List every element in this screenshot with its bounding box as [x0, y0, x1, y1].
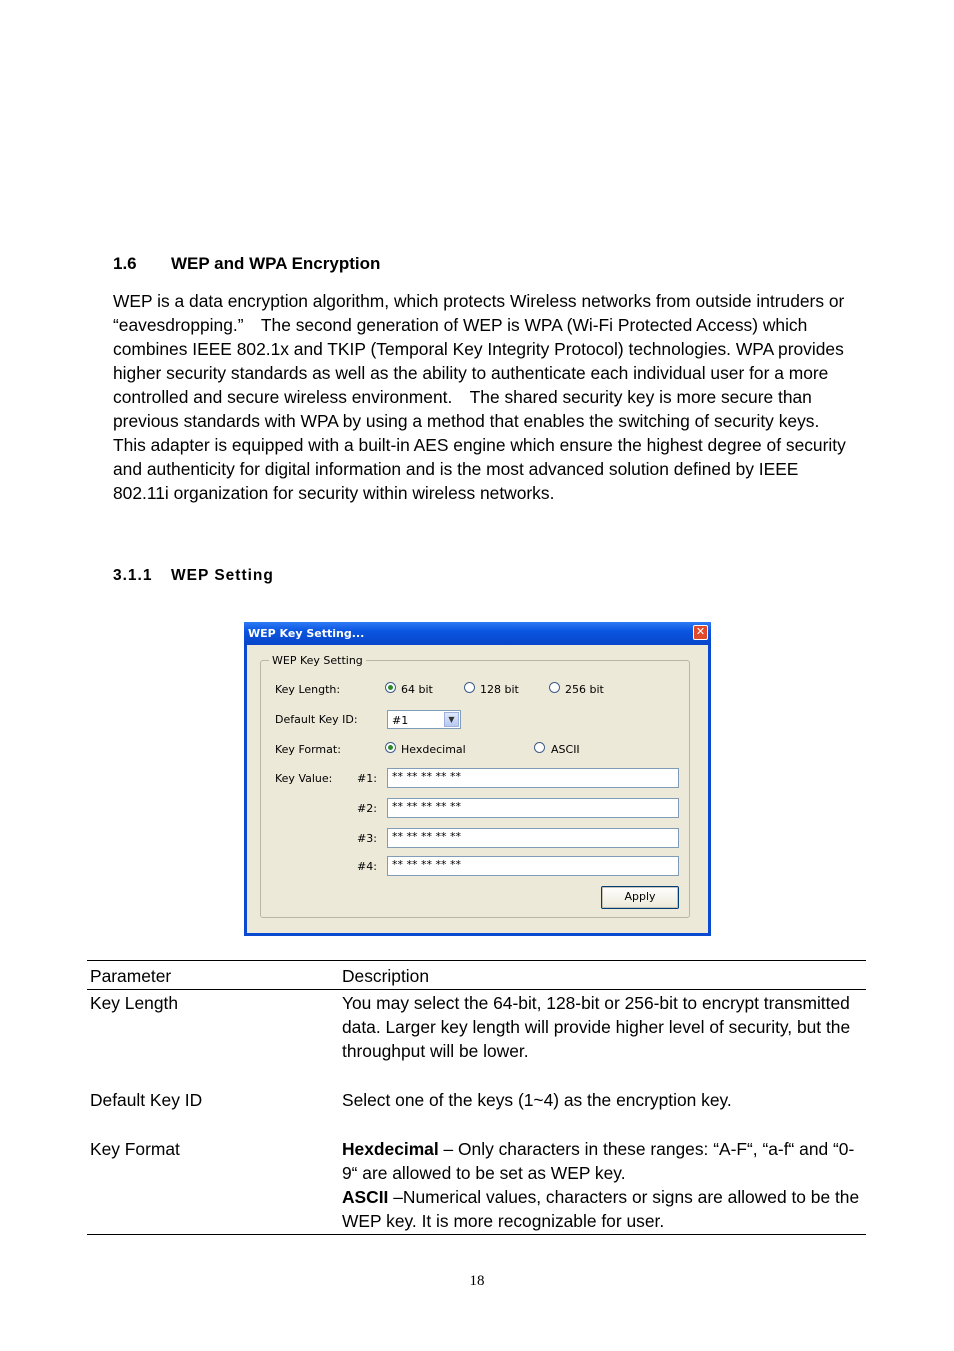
radio-64bit-label[interactable]: 64 bit — [401, 683, 433, 696]
subsection-number: 3.1.1 — [113, 567, 153, 584]
radio-64bit[interactable] — [385, 682, 396, 693]
radio-128bit-label[interactable]: 128 bit — [480, 683, 519, 696]
radio-hexdecimal[interactable] — [385, 742, 396, 753]
param-key-length: Key Length — [90, 993, 178, 1013]
desc-key-format — [342, 1136, 866, 1235]
chevron-down-icon[interactable]: ▼ — [444, 712, 459, 727]
table-row — [87, 990, 866, 1088]
hex-desc: – Only characters in these ranges: “A-F“, “a-f“ and “0-9“ are allowed to be set as WEP key. — [342, 1139, 855, 1183]
subsection-heading — [113, 567, 274, 585]
desc-key-length: You may select the 64-bit, 128-bit or 256-bit to encrypt transmitted data. Larger key length will provide higher level of security, but the throughput will be lower. — [342, 993, 851, 1061]
radio-ascii-label[interactable]: ASCII — [551, 743, 580, 756]
page-number: 18 — [469, 1273, 485, 1289]
key-3-id: #3: — [357, 832, 377, 845]
intro-paragraph: WEP is a data encryption algorithm, which protects Wireless networks from outside intruders or “eavesdropping.” The second generation of WEP is WPA (Wi-Fi Protected Access) which combines IEEE 802.1x and TKIP (Temporal Key Integrity Protocol) technologies. WPA provides higher security standards as well as the ability to authenticate each individual user for a more controlled and secure wireless environment. The shared security key is more secure than previous standards with WPA by using a method that enables the switching of security keys. This adapter is equipped with a built-in AES engine which ensure the highest degree of security and authenticity for digital information and is the most advanced solution defined by IEEE 802.11i organization for security within wireless networks. — [113, 291, 846, 503]
table-row — [87, 1136, 866, 1235]
key-format-label: Key Format: — [275, 743, 341, 756]
key-value-label: Key Value: — [275, 772, 333, 785]
header-description: Description — [342, 966, 429, 986]
parameter-table — [87, 960, 866, 1235]
close-button[interactable] — [693, 625, 708, 640]
section-number: 1.6 — [113, 254, 137, 273]
radio-256bit-label[interactable]: 256 bit — [565, 683, 604, 696]
apply-button[interactable]: Apply — [601, 886, 679, 909]
ascii-desc: –Numerical values, characters or signs are allowed to be the WEP key. It is more recognizable for user. — [342, 1187, 860, 1231]
desc-default-key: Select one of the keys (1~4) as the encryption key. — [342, 1090, 732, 1110]
default-key-select[interactable] — [387, 710, 461, 729]
key-1-id: #1: — [357, 772, 377, 785]
table-row — [87, 1087, 866, 1136]
default-key-label: Default Key ID: — [275, 713, 358, 726]
wep-key-dialog — [244, 622, 711, 936]
param-default-key: Default Key ID — [90, 1090, 203, 1110]
radio-ascii[interactable] — [534, 742, 545, 753]
groupbox-label: WEP Key Setting — [269, 654, 366, 667]
dialog-titlebar[interactable] — [244, 622, 711, 645]
section-heading — [113, 254, 380, 274]
key-1-input[interactable]: ** ** ** ** ** — [387, 768, 679, 788]
header-parameter: Parameter — [90, 966, 172, 986]
close-icon: ✕ — [695, 625, 706, 638]
key-2-input[interactable]: ** ** ** ** ** — [387, 798, 679, 818]
wep-groupbox — [260, 660, 690, 918]
section-title: WEP and WPA Encryption — [171, 254, 381, 273]
hex-term: Hexdecimal — [342, 1139, 439, 1159]
default-key-value: #1 — [392, 714, 409, 727]
key-4-input[interactable]: ** ** ** ** ** — [387, 856, 679, 876]
radio-128bit[interactable] — [464, 682, 475, 693]
radio-256bit[interactable] — [549, 682, 560, 693]
key-3-input[interactable]: ** ** ** ** ** — [387, 828, 679, 848]
dialog-title: WEP Key Setting... — [248, 627, 365, 640]
param-key-format: Key Format — [90, 1139, 180, 1159]
key-2-id: #2: — [357, 802, 377, 815]
radio-hexdecimal-label[interactable]: Hexdecimal — [401, 743, 466, 756]
subsection-title: WEP Setting — [171, 567, 274, 584]
key-length-label: Key Length: — [275, 683, 341, 696]
ascii-term: ASCII — [342, 1187, 389, 1207]
key-4-id: #4: — [357, 860, 377, 873]
